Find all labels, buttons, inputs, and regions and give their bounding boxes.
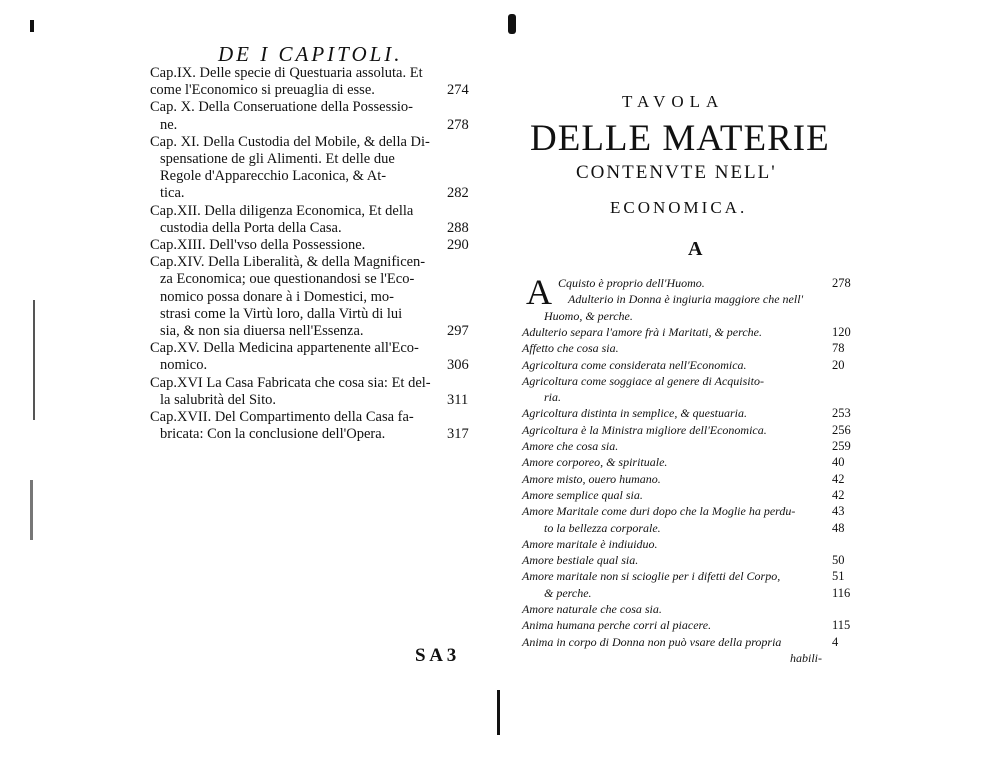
chapter-line: la salubrità del Sito. xyxy=(160,391,276,408)
index-entry: Affetto che cosa sia. xyxy=(522,341,619,356)
chapter-page-number: 278 xyxy=(447,116,469,133)
scan-artifact-left-edge xyxy=(30,20,34,32)
index-entry: Anima in corpo di Donna non può vsare della propria xyxy=(522,634,782,649)
index-entry: Agricoltura distinta in semplice, & questuaria. xyxy=(522,406,747,421)
index-entry: to la bellezza corporale. xyxy=(544,520,661,535)
chapter-line: Regole d'Apparecchio Laconica, & At- xyxy=(160,168,387,185)
chapter-line: bricata: Con la conclusione dell'Opera. xyxy=(160,426,386,443)
index-page-number: 259 xyxy=(832,439,851,453)
scan-artifact-gutter xyxy=(508,14,516,34)
index-page-number: 115 xyxy=(832,618,851,633)
index-entry: Huomo, & perche. xyxy=(544,308,633,323)
chapter-line: za Economica; oue questionandosi se l'Eco- xyxy=(160,271,415,288)
index-entry: Anima humana perche corri al piacere. xyxy=(522,618,712,633)
index-entry: Agricoltura come considerata nell'Economica. xyxy=(522,357,747,372)
chapter-line: tica. xyxy=(160,185,185,202)
chapter-line: nomico. xyxy=(160,357,208,374)
chapter-line: Cap.XIV. Della Liberalità, & della Magnificen- xyxy=(150,254,426,271)
index-page-number: 42 xyxy=(832,471,845,486)
index-page-number: 120 xyxy=(832,324,851,339)
scan-artifact-left-edge xyxy=(33,300,35,420)
index-entry: Agricoltura come soggiace al genere di Acquisito- xyxy=(522,373,764,388)
chapter-line: spensatione de gli Alimenti. Et delle due xyxy=(160,151,395,167)
index-page-number: 256 xyxy=(832,422,851,437)
chapter-line: Cap.XII. Della diligenza Economica, Et della xyxy=(150,202,414,219)
index-page-number: 4 xyxy=(832,634,839,649)
index-entry: Amore naturale che cosa sia. xyxy=(522,602,662,616)
chapter-line: Cap.IX. Delle specie di Questuaria assoluta. Et xyxy=(150,65,423,81)
index-title-line2: DELLE MATERIE xyxy=(530,118,830,159)
chapter-line: Cap.XVII. Del Compartimento della Casa fa- xyxy=(150,409,414,425)
index-entry: Amore semplice qual sia. xyxy=(522,487,643,502)
chapter-page-number: 282 xyxy=(447,185,469,202)
index-entry: Amore corporeo, & spirituale. xyxy=(522,455,668,470)
index-page-number: 278 xyxy=(832,276,851,290)
scan-artifact-left-edge xyxy=(30,480,33,540)
index-page-number: 20 xyxy=(832,357,845,372)
index-page-number: 51 xyxy=(832,569,845,584)
chapter-page-number: 317 xyxy=(447,426,469,443)
chapter-line: Cap.XIII. Dell'vso della Possessione. xyxy=(150,237,366,253)
chapter-line: Cap. XI. Della Custodia del Mobile, & della Di- xyxy=(150,133,430,150)
chapter-line: nomico possa donare à i Domestici, mo- xyxy=(160,288,394,305)
index-entry: Cquisto è proprio dell'Huomo. xyxy=(558,276,705,290)
index-page-number: 43 xyxy=(832,504,845,519)
index-entry: Adulterio in Donna è ingiuria maggiore che nell' xyxy=(568,292,804,307)
chapter-line: Cap. X. Della Conseruatione della Possessio- xyxy=(150,99,413,116)
chapter-page-number: 311 xyxy=(447,391,469,408)
chapter-page-number: 288 xyxy=(447,219,469,236)
index-title-line1: TAVOLA xyxy=(622,92,725,111)
index-entry: Amore Maritale come duri dopo che la Moglie ha perdu- xyxy=(522,504,796,519)
index-page-number: 48 xyxy=(832,520,845,535)
index-entry: Amore bestiale qual sia. xyxy=(522,553,639,568)
chapter-line: sia, & non sia diuersa nell'Essenza. xyxy=(160,323,364,339)
section-letter: A xyxy=(688,238,703,260)
chapter-line: Cap.XVI La Casa Fabricata che cosa sia: Et del- xyxy=(150,374,431,391)
index-page-number: 116 xyxy=(832,585,851,600)
signature-mark: S A 3 xyxy=(415,645,457,666)
chapter-page-number: 290 xyxy=(447,237,469,253)
index-entry: & perche. xyxy=(544,585,592,600)
drop-cap: A xyxy=(526,272,552,312)
scan-artifact-gutter xyxy=(497,690,500,735)
chapter-line: strasi come la Virtù loro, dalla Virtù di lui xyxy=(160,305,403,322)
chapter-line: Cap.XV. Della Medicina appartenente all'Eco- xyxy=(150,340,419,357)
index-entry: Adulterio separa l'amore frà i Maritati, & perche. xyxy=(522,324,762,339)
index-page-number: 40 xyxy=(832,455,845,470)
index-entry: Agricoltura è la Ministra migliore dell'Economica. xyxy=(522,422,767,437)
index-entry: Amore maritale è indiuiduo. xyxy=(522,536,658,551)
chapter-page-number: 306 xyxy=(447,357,469,374)
index-entry: Amore maritale non si scioglie per i difetti del Corpo, xyxy=(522,569,781,584)
index-page-number: 78 xyxy=(832,341,845,356)
index-entry: habili- xyxy=(790,650,822,665)
chapter-line: ne. xyxy=(160,116,178,133)
chapter-page-number: 274 xyxy=(447,82,469,99)
index-title-line3: CONTENVTE NELL' xyxy=(576,162,777,183)
index-page-number: 42 xyxy=(832,487,845,502)
index-page-number: 50 xyxy=(832,553,845,568)
index-entry: Amore che cosa sia. xyxy=(522,439,619,453)
chapter-line: come l'Economico si preuaglia di esse. xyxy=(150,82,375,99)
chapter-page-number: 297 xyxy=(447,323,469,339)
index-entry: Amore misto, ouero humano. xyxy=(522,471,661,486)
left-page-header: DE I CAPITOLI. xyxy=(218,42,403,66)
index-title-line4: ECONOMICA. xyxy=(610,198,748,217)
chapter-line: custodia della Porta della Casa. xyxy=(160,219,342,236)
index-entry: ria. xyxy=(544,390,562,405)
index-page-number: 253 xyxy=(832,406,851,421)
